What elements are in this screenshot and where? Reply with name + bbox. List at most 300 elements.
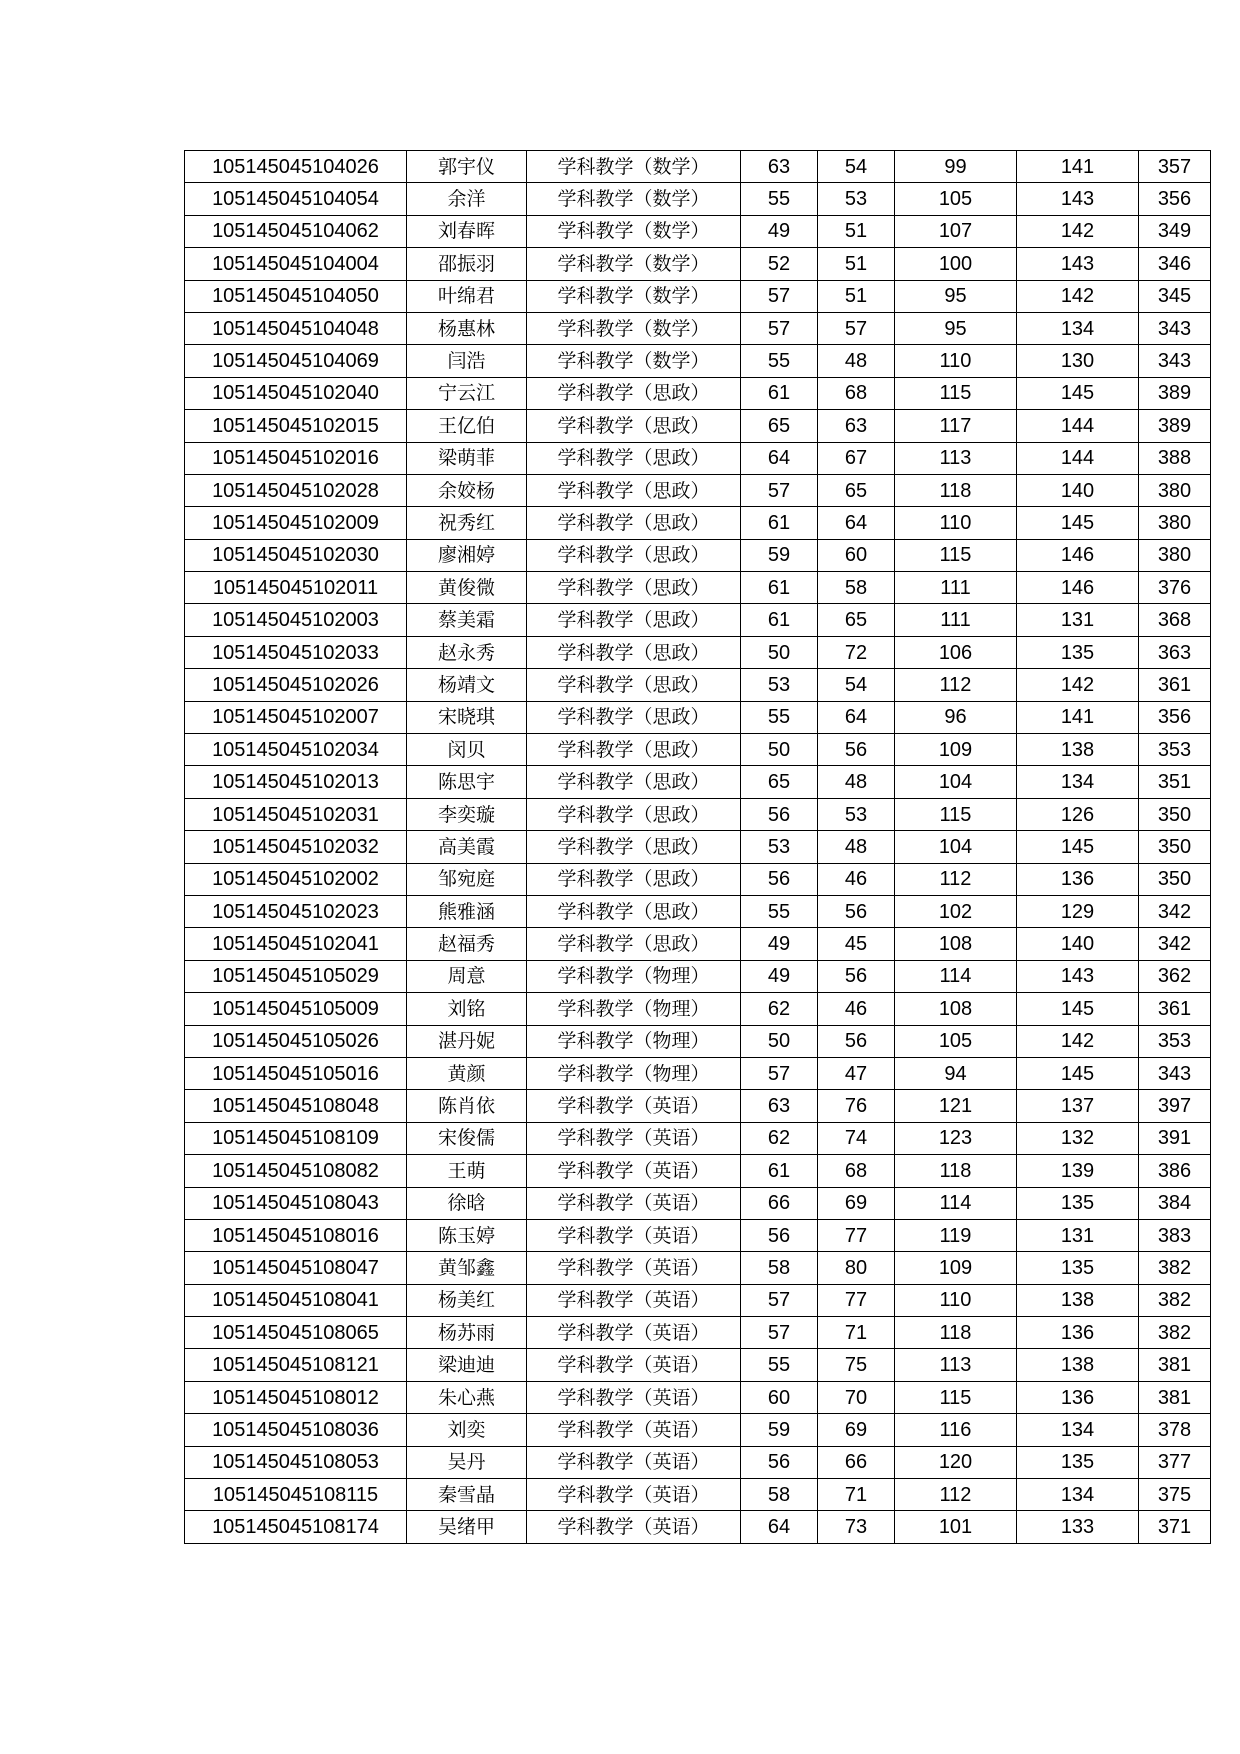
name-cell: 邵振羽 <box>407 248 527 280</box>
name-cell: 刘春晖 <box>407 215 527 247</box>
name-cell: 闫浩 <box>407 345 527 377</box>
foreign-language-score-cell: 56 <box>818 734 895 766</box>
foreign-language-score-cell: 56 <box>818 1025 895 1057</box>
table-row <box>185 507 1211 539</box>
politics-score-cell: 57 <box>741 312 818 344</box>
subject1-score-cell: 95 <box>895 280 1017 312</box>
subject2-score-cell: 145 <box>1017 377 1139 409</box>
name-cell: 闵贝 <box>407 734 527 766</box>
subject1-score-cell: 123 <box>895 1122 1017 1154</box>
candidate-id-cell: 105145045102030 <box>185 539 407 571</box>
major-cell: 学科教学（物理） <box>527 993 741 1025</box>
candidate-id-cell: 105145045108047 <box>185 1252 407 1284</box>
foreign-language-score-cell: 68 <box>818 377 895 409</box>
total-score-cell: 384 <box>1139 1187 1211 1219</box>
politics-score-cell: 53 <box>741 669 818 701</box>
name-cell: 黄邹鑫 <box>407 1252 527 1284</box>
subject2-score-cell: 141 <box>1017 151 1139 183</box>
name-cell: 周意 <box>407 960 527 992</box>
subject2-score-cell: 138 <box>1017 734 1139 766</box>
major-cell: 学科教学（思政） <box>527 831 741 863</box>
total-score-cell: 382 <box>1139 1284 1211 1316</box>
candidate-id-cell: 105145045108065 <box>185 1317 407 1349</box>
subject1-score-cell: 105 <box>895 183 1017 215</box>
subject1-score-cell: 108 <box>895 928 1017 960</box>
total-score-cell: 357 <box>1139 151 1211 183</box>
subject2-score-cell: 131 <box>1017 604 1139 636</box>
subject1-score-cell: 115 <box>895 798 1017 830</box>
major-cell: 学科教学（思政） <box>527 636 741 668</box>
subject2-score-cell: 138 <box>1017 1284 1139 1316</box>
candidate-id-cell: 105145045108174 <box>185 1511 407 1543</box>
foreign-language-score-cell: 48 <box>818 831 895 863</box>
major-cell: 学科教学（数学） <box>527 280 741 312</box>
total-score-cell: 363 <box>1139 636 1211 668</box>
major-cell: 学科教学（英语） <box>527 1479 741 1511</box>
foreign-language-score-cell: 53 <box>818 183 895 215</box>
candidate-id-cell: 105145045108041 <box>185 1284 407 1316</box>
subject2-score-cell: 135 <box>1017 1252 1139 1284</box>
subject2-score-cell: 146 <box>1017 539 1139 571</box>
total-score-cell: 351 <box>1139 766 1211 798</box>
total-score-cell: 377 <box>1139 1446 1211 1478</box>
candidate-id-cell: 105145045102026 <box>185 669 407 701</box>
major-cell: 学科教学（思政） <box>527 474 741 506</box>
candidate-id-cell: 105145045102041 <box>185 928 407 960</box>
name-cell: 邹宛庭 <box>407 863 527 895</box>
politics-score-cell: 59 <box>741 1414 818 1446</box>
foreign-language-score-cell: 56 <box>818 960 895 992</box>
foreign-language-score-cell: 70 <box>818 1381 895 1413</box>
name-cell: 陈思宇 <box>407 766 527 798</box>
foreign-language-score-cell: 54 <box>818 669 895 701</box>
major-cell: 学科教学（思政） <box>527 572 741 604</box>
name-cell: 杨惠林 <box>407 312 527 344</box>
politics-score-cell: 56 <box>741 798 818 830</box>
politics-score-cell: 55 <box>741 1349 818 1381</box>
foreign-language-score-cell: 53 <box>818 798 895 830</box>
name-cell: 杨靖文 <box>407 669 527 701</box>
major-cell: 学科教学（英语） <box>527 1090 741 1122</box>
table-row <box>185 1414 1211 1446</box>
foreign-language-score-cell: 71 <box>818 1479 895 1511</box>
subject1-score-cell: 114 <box>895 1187 1017 1219</box>
foreign-language-score-cell: 45 <box>818 928 895 960</box>
major-cell: 学科教学（思政） <box>527 734 741 766</box>
subject1-score-cell: 113 <box>895 1349 1017 1381</box>
total-score-cell: 346 <box>1139 248 1211 280</box>
major-cell: 学科教学（英语） <box>527 1349 741 1381</box>
major-cell: 学科教学（物理） <box>527 960 741 992</box>
foreign-language-score-cell: 57 <box>818 312 895 344</box>
subject1-score-cell: 110 <box>895 1284 1017 1316</box>
politics-score-cell: 55 <box>741 183 818 215</box>
name-cell: 陈玉婷 <box>407 1219 527 1251</box>
name-cell: 陈肖依 <box>407 1090 527 1122</box>
total-score-cell: 386 <box>1139 1155 1211 1187</box>
major-cell: 学科教学（思政） <box>527 377 741 409</box>
name-cell: 赵永秀 <box>407 636 527 668</box>
foreign-language-score-cell: 77 <box>818 1219 895 1251</box>
subject2-score-cell: 135 <box>1017 1446 1139 1478</box>
name-cell: 余姣杨 <box>407 474 527 506</box>
subject2-score-cell: 140 <box>1017 928 1139 960</box>
table-row <box>185 1349 1211 1381</box>
subject1-score-cell: 118 <box>895 1317 1017 1349</box>
subject2-score-cell: 136 <box>1017 863 1139 895</box>
table-row <box>185 151 1211 183</box>
name-cell: 蔡美霜 <box>407 604 527 636</box>
name-cell: 梁迪迪 <box>407 1349 527 1381</box>
subject2-score-cell: 134 <box>1017 312 1139 344</box>
subject1-score-cell: 119 <box>895 1219 1017 1251</box>
subject1-score-cell: 112 <box>895 863 1017 895</box>
subject1-score-cell: 118 <box>895 1155 1017 1187</box>
subject2-score-cell: 142 <box>1017 1025 1139 1057</box>
subject2-score-cell: 143 <box>1017 960 1139 992</box>
total-score-cell: 350 <box>1139 831 1211 863</box>
subject2-score-cell: 146 <box>1017 572 1139 604</box>
candidate-id-cell: 105145045108082 <box>185 1155 407 1187</box>
politics-score-cell: 57 <box>741 1317 818 1349</box>
politics-score-cell: 57 <box>741 1057 818 1089</box>
politics-score-cell: 59 <box>741 539 818 571</box>
name-cell: 赵福秀 <box>407 928 527 960</box>
candidate-id-cell: 105145045102013 <box>185 766 407 798</box>
subject1-score-cell: 108 <box>895 993 1017 1025</box>
subject2-score-cell: 134 <box>1017 766 1139 798</box>
table-row <box>185 345 1211 377</box>
politics-score-cell: 60 <box>741 1381 818 1413</box>
subject1-score-cell: 104 <box>895 831 1017 863</box>
politics-score-cell: 64 <box>741 442 818 474</box>
table-row <box>185 1122 1211 1154</box>
candidate-id-cell: 105145045102007 <box>185 701 407 733</box>
foreign-language-score-cell: 75 <box>818 1349 895 1381</box>
table-row <box>185 636 1211 668</box>
major-cell: 学科教学（数学） <box>527 312 741 344</box>
candidate-id-cell: 105145045105009 <box>185 993 407 1025</box>
name-cell: 梁萌菲 <box>407 442 527 474</box>
major-cell: 学科教学（英语） <box>527 1511 741 1543</box>
foreign-language-score-cell: 48 <box>818 345 895 377</box>
major-cell: 学科教学（思政） <box>527 798 741 830</box>
table-row <box>185 377 1211 409</box>
subject2-score-cell: 143 <box>1017 183 1139 215</box>
foreign-language-score-cell: 68 <box>818 1155 895 1187</box>
subject1-score-cell: 115 <box>895 377 1017 409</box>
name-cell: 吴绪甲 <box>407 1511 527 1543</box>
table-row <box>185 669 1211 701</box>
subject2-score-cell: 144 <box>1017 442 1139 474</box>
foreign-language-score-cell: 51 <box>818 248 895 280</box>
table-row <box>185 1381 1211 1413</box>
major-cell: 学科教学（数学） <box>527 345 741 377</box>
candidate-id-cell: 105145045102040 <box>185 377 407 409</box>
subject1-score-cell: 95 <box>895 312 1017 344</box>
name-cell: 吴丹 <box>407 1446 527 1478</box>
total-score-cell: 389 <box>1139 377 1211 409</box>
major-cell: 学科教学（思政） <box>527 442 741 474</box>
subject2-score-cell: 132 <box>1017 1122 1139 1154</box>
politics-score-cell: 56 <box>741 1219 818 1251</box>
candidate-id-cell: 105145045102002 <box>185 863 407 895</box>
subject1-score-cell: 112 <box>895 1479 1017 1511</box>
politics-score-cell: 61 <box>741 604 818 636</box>
major-cell: 学科教学（物理） <box>527 1025 741 1057</box>
table-row <box>185 701 1211 733</box>
foreign-language-score-cell: 58 <box>818 572 895 604</box>
foreign-language-score-cell: 77 <box>818 1284 895 1316</box>
total-score-cell: 388 <box>1139 442 1211 474</box>
total-score-cell: 342 <box>1139 895 1211 927</box>
subject2-score-cell: 140 <box>1017 474 1139 506</box>
subject1-score-cell: 115 <box>895 1381 1017 1413</box>
politics-score-cell: 62 <box>741 993 818 1025</box>
subject2-score-cell: 145 <box>1017 993 1139 1025</box>
subject2-score-cell: 135 <box>1017 636 1139 668</box>
name-cell: 宁云江 <box>407 377 527 409</box>
subject2-score-cell: 136 <box>1017 1317 1139 1349</box>
politics-score-cell: 63 <box>741 151 818 183</box>
table-row <box>185 1446 1211 1478</box>
major-cell: 学科教学（思政） <box>527 539 741 571</box>
foreign-language-score-cell: 64 <box>818 701 895 733</box>
subject2-score-cell: 138 <box>1017 1349 1139 1381</box>
table-row <box>185 1317 1211 1349</box>
major-cell: 学科教学（英语） <box>527 1414 741 1446</box>
table-row <box>185 1155 1211 1187</box>
table-row <box>185 863 1211 895</box>
foreign-language-score-cell: 51 <box>818 215 895 247</box>
subject2-score-cell: 134 <box>1017 1414 1139 1446</box>
major-cell: 学科教学（思政） <box>527 410 741 442</box>
politics-score-cell: 56 <box>741 863 818 895</box>
subject1-score-cell: 116 <box>895 1414 1017 1446</box>
subject1-score-cell: 105 <box>895 1025 1017 1057</box>
politics-score-cell: 50 <box>741 734 818 766</box>
politics-score-cell: 58 <box>741 1479 818 1511</box>
name-cell: 秦雪晶 <box>407 1479 527 1511</box>
candidate-id-cell: 105145045108012 <box>185 1381 407 1413</box>
name-cell: 刘铭 <box>407 993 527 1025</box>
major-cell: 学科教学（思政） <box>527 507 741 539</box>
table-row <box>185 1090 1211 1122</box>
candidate-id-cell: 105145045105016 <box>185 1057 407 1089</box>
name-cell: 李奕璇 <box>407 798 527 830</box>
table-row <box>185 1479 1211 1511</box>
table-row <box>185 766 1211 798</box>
subject2-score-cell: 136 <box>1017 1381 1139 1413</box>
major-cell: 学科教学（思政） <box>527 669 741 701</box>
table-row <box>185 442 1211 474</box>
score-table <box>184 150 1211 1544</box>
candidate-id-cell: 105145045102034 <box>185 734 407 766</box>
subject1-score-cell: 94 <box>895 1057 1017 1089</box>
subject1-score-cell: 112 <box>895 669 1017 701</box>
name-cell: 杨苏雨 <box>407 1317 527 1349</box>
subject1-score-cell: 111 <box>895 604 1017 636</box>
table-row <box>185 474 1211 506</box>
politics-score-cell: 56 <box>741 1446 818 1478</box>
name-cell: 宋俊儒 <box>407 1122 527 1154</box>
total-score-cell: 362 <box>1139 960 1211 992</box>
major-cell: 学科教学（思政） <box>527 863 741 895</box>
table-row <box>185 604 1211 636</box>
total-score-cell: 381 <box>1139 1381 1211 1413</box>
major-cell: 学科教学（数学） <box>527 248 741 280</box>
total-score-cell: 342 <box>1139 928 1211 960</box>
total-score-cell: 353 <box>1139 1025 1211 1057</box>
politics-score-cell: 52 <box>741 248 818 280</box>
name-cell: 叶绵君 <box>407 280 527 312</box>
subject1-score-cell: 109 <box>895 734 1017 766</box>
subject1-score-cell: 111 <box>895 572 1017 604</box>
total-score-cell: 345 <box>1139 280 1211 312</box>
subject1-score-cell: 110 <box>895 345 1017 377</box>
table-row <box>185 798 1211 830</box>
foreign-language-score-cell: 71 <box>818 1317 895 1349</box>
subject1-score-cell: 113 <box>895 442 1017 474</box>
foreign-language-score-cell: 65 <box>818 604 895 636</box>
candidate-id-cell: 105145045102011 <box>185 572 407 604</box>
table-row <box>185 928 1211 960</box>
name-cell: 高美霞 <box>407 831 527 863</box>
subject2-score-cell: 131 <box>1017 1219 1139 1251</box>
candidate-id-cell: 105145045102031 <box>185 798 407 830</box>
table-row <box>185 280 1211 312</box>
politics-score-cell: 50 <box>741 1025 818 1057</box>
subject1-score-cell: 120 <box>895 1446 1017 1478</box>
foreign-language-score-cell: 66 <box>818 1446 895 1478</box>
name-cell: 黄俊微 <box>407 572 527 604</box>
subject2-score-cell: 133 <box>1017 1511 1139 1543</box>
table-row <box>185 539 1211 571</box>
total-score-cell: 343 <box>1139 312 1211 344</box>
major-cell: 学科教学（数学） <box>527 215 741 247</box>
subject2-score-cell: 134 <box>1017 1479 1139 1511</box>
total-score-cell: 361 <box>1139 993 1211 1025</box>
subject1-score-cell: 107 <box>895 215 1017 247</box>
candidate-id-cell: 105145045105026 <box>185 1025 407 1057</box>
name-cell: 王萌 <box>407 1155 527 1187</box>
subject2-score-cell: 145 <box>1017 1057 1139 1089</box>
subject2-score-cell: 145 <box>1017 831 1139 863</box>
major-cell: 学科教学（英语） <box>527 1446 741 1478</box>
subject2-score-cell: 130 <box>1017 345 1139 377</box>
total-score-cell: 350 <box>1139 863 1211 895</box>
politics-score-cell: 49 <box>741 215 818 247</box>
total-score-cell: 343 <box>1139 1057 1211 1089</box>
candidate-id-cell: 105145045102028 <box>185 474 407 506</box>
foreign-language-score-cell: 56 <box>818 895 895 927</box>
foreign-language-score-cell: 72 <box>818 636 895 668</box>
table-body <box>185 151 1211 1544</box>
candidate-id-cell: 105145045102016 <box>185 442 407 474</box>
total-score-cell: 356 <box>1139 183 1211 215</box>
table-row <box>185 1057 1211 1089</box>
foreign-language-score-cell: 48 <box>818 766 895 798</box>
subject2-score-cell: 126 <box>1017 798 1139 830</box>
subject2-score-cell: 135 <box>1017 1187 1139 1219</box>
subject1-score-cell: 110 <box>895 507 1017 539</box>
politics-score-cell: 50 <box>741 636 818 668</box>
candidate-id-cell: 105145045102009 <box>185 507 407 539</box>
politics-score-cell: 66 <box>741 1187 818 1219</box>
total-score-cell: 343 <box>1139 345 1211 377</box>
subject2-score-cell: 142 <box>1017 215 1139 247</box>
major-cell: 学科教学（英语） <box>527 1155 741 1187</box>
major-cell: 学科教学（思政） <box>527 928 741 960</box>
subject2-score-cell: 139 <box>1017 1155 1139 1187</box>
major-cell: 学科教学（思政） <box>527 604 741 636</box>
total-score-cell: 376 <box>1139 572 1211 604</box>
politics-score-cell: 57 <box>741 280 818 312</box>
table-row <box>185 960 1211 992</box>
major-cell: 学科教学（英语） <box>527 1187 741 1219</box>
candidate-id-cell: 105145045102032 <box>185 831 407 863</box>
total-score-cell: 375 <box>1139 1479 1211 1511</box>
subject1-score-cell: 102 <box>895 895 1017 927</box>
candidate-id-cell: 105145045104062 <box>185 215 407 247</box>
table-row <box>185 895 1211 927</box>
subject2-score-cell: 142 <box>1017 280 1139 312</box>
candidate-id-cell: 105145045104054 <box>185 183 407 215</box>
subject1-score-cell: 118 <box>895 474 1017 506</box>
candidate-id-cell: 105145045108109 <box>185 1122 407 1154</box>
total-score-cell: 349 <box>1139 215 1211 247</box>
candidate-id-cell: 105145045104050 <box>185 280 407 312</box>
foreign-language-score-cell: 73 <box>818 1511 895 1543</box>
major-cell: 学科教学（英语） <box>527 1381 741 1413</box>
candidate-id-cell: 105145045104026 <box>185 151 407 183</box>
subject2-score-cell: 144 <box>1017 410 1139 442</box>
candidate-id-cell: 105145045108016 <box>185 1219 407 1251</box>
total-score-cell: 381 <box>1139 1349 1211 1381</box>
major-cell: 学科教学（数学） <box>527 183 741 215</box>
total-score-cell: 380 <box>1139 474 1211 506</box>
subject1-score-cell: 104 <box>895 766 1017 798</box>
politics-score-cell: 49 <box>741 960 818 992</box>
total-score-cell: 382 <box>1139 1317 1211 1349</box>
table-row <box>185 734 1211 766</box>
major-cell: 学科教学（英语） <box>527 1284 741 1316</box>
major-cell: 学科教学（英语） <box>527 1219 741 1251</box>
foreign-language-score-cell: 64 <box>818 507 895 539</box>
politics-score-cell: 57 <box>741 474 818 506</box>
candidate-id-cell: 105145045102003 <box>185 604 407 636</box>
name-cell: 熊雅涵 <box>407 895 527 927</box>
candidate-id-cell: 105145045104004 <box>185 248 407 280</box>
subject1-score-cell: 101 <box>895 1511 1017 1543</box>
major-cell: 学科教学（英语） <box>527 1122 741 1154</box>
table-row <box>185 215 1211 247</box>
candidate-id-cell: 105145045102033 <box>185 636 407 668</box>
name-cell: 徐晗 <box>407 1187 527 1219</box>
politics-score-cell: 61 <box>741 572 818 604</box>
subject1-score-cell: 96 <box>895 701 1017 733</box>
subject1-score-cell: 109 <box>895 1252 1017 1284</box>
total-score-cell: 378 <box>1139 1414 1211 1446</box>
foreign-language-score-cell: 54 <box>818 151 895 183</box>
total-score-cell: 389 <box>1139 410 1211 442</box>
total-score-cell: 371 <box>1139 1511 1211 1543</box>
subject2-score-cell: 129 <box>1017 895 1139 927</box>
major-cell: 学科教学（思政） <box>527 895 741 927</box>
total-score-cell: 356 <box>1139 701 1211 733</box>
politics-score-cell: 55 <box>741 345 818 377</box>
name-cell: 王亿伯 <box>407 410 527 442</box>
